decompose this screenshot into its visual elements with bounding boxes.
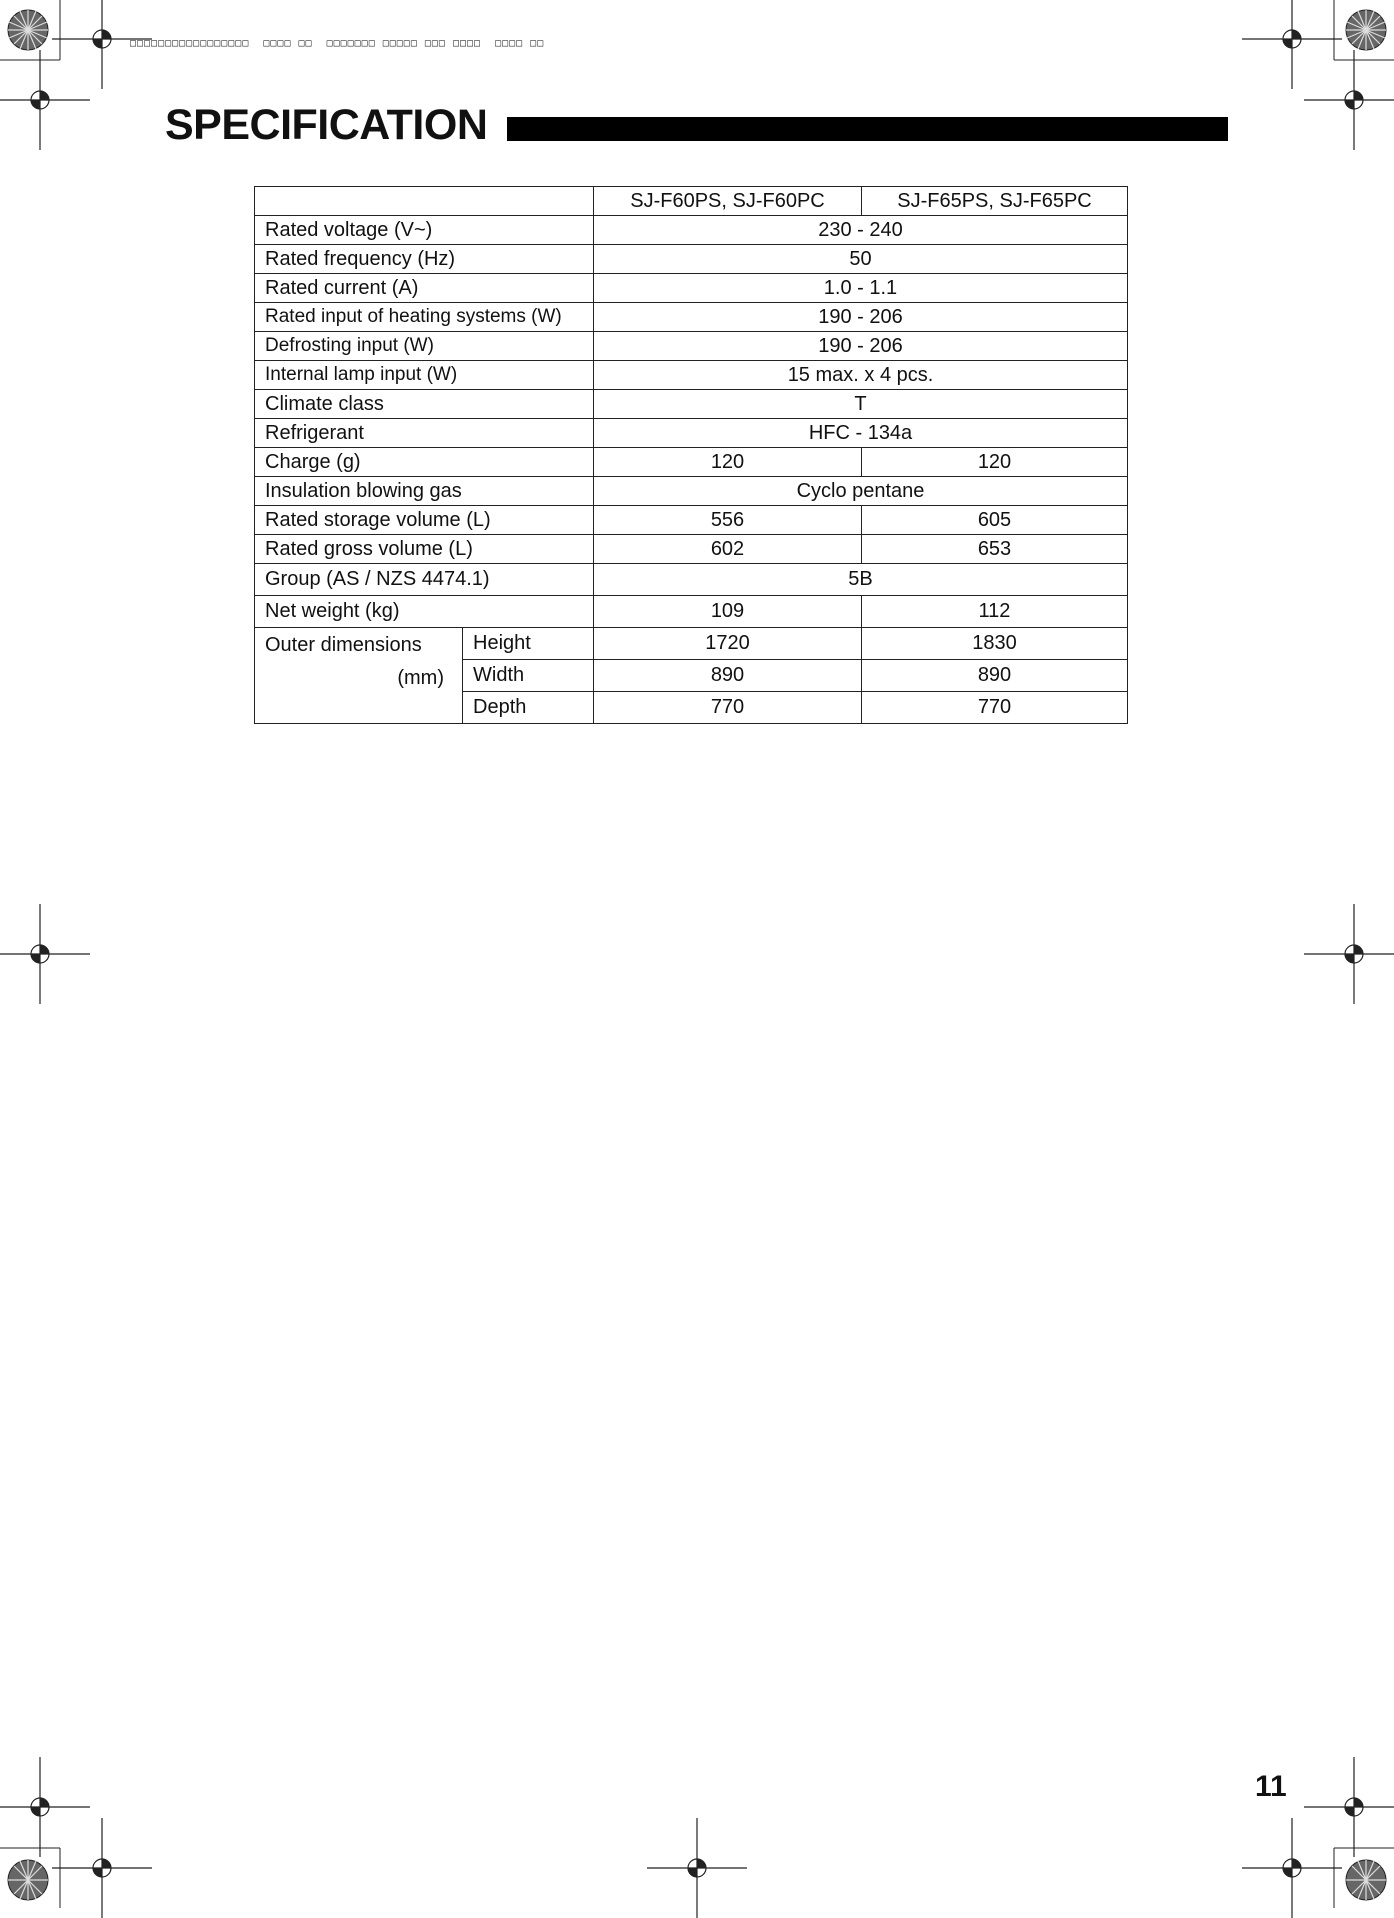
table-row <box>255 419 1128 448</box>
row-value: Cyclo pentane <box>594 477 1128 506</box>
table-row <box>255 506 1128 535</box>
row-value: 190 - 206 <box>594 303 1128 332</box>
row-value-f60: 556 <box>594 506 862 535</box>
row-value: 230 - 240 <box>594 216 1128 245</box>
corner-target-icon <box>6 8 50 52</box>
specification-table <box>254 186 1128 724</box>
row-value-f60: 770 <box>594 692 862 724</box>
registration-mark-icon <box>52 1818 152 1918</box>
row-value-f60: 1720 <box>594 628 862 660</box>
row-label: Rated frequency (Hz) <box>255 245 594 274</box>
row-value: HFC - 134a <box>594 419 1128 448</box>
printer-slug: □□□□□□□□□□□□□□□□□ □□□□ □□ □□□□□□□ □□□□□ □□□ □□□□ □□□□ □□ <box>130 38 545 49</box>
row-label: Rated input of heating systems (W) <box>255 303 594 332</box>
corner-target-icon <box>1344 1858 1388 1902</box>
row-label: Group (AS / NZS 4474.1) <box>255 564 594 596</box>
table-row <box>255 477 1128 506</box>
corner-target-icon <box>6 1858 50 1902</box>
table-row <box>255 535 1128 564</box>
row-value-f65: 770 <box>862 692 1128 724</box>
registration-mark-icon <box>1242 1818 1342 1918</box>
row-value: 5B <box>594 564 1128 596</box>
table-row <box>255 596 1128 628</box>
row-value-f65: 1830 <box>862 628 1128 660</box>
row-value-f60: 109 <box>594 596 862 628</box>
row-label: Outer dimensions <box>265 634 422 656</box>
row-label: Insulation blowing gas <box>255 477 594 506</box>
row-value-f60: 120 <box>594 448 862 477</box>
row-label: Rated voltage (V~) <box>255 216 594 245</box>
row-value-f60: 602 <box>594 535 862 564</box>
row-value-f65: 653 <box>862 535 1128 564</box>
row-label: Refrigerant <box>255 419 594 448</box>
row-label: Net weight (kg) <box>255 596 594 628</box>
row-label: Internal lamp input (W) <box>255 361 594 390</box>
corner-target-icon <box>1344 8 1388 52</box>
page-number: 11 <box>1255 1770 1287 1803</box>
registration-mark-icon <box>0 50 90 150</box>
row-label: Rated storage volume (L) <box>255 506 594 535</box>
table-row <box>255 564 1128 596</box>
sub-row-label: Height <box>463 628 594 660</box>
table-row <box>255 216 1128 245</box>
sub-row-label: Width <box>463 660 594 692</box>
row-value-f60: 890 <box>594 660 862 692</box>
row-value-f65: 112 <box>862 596 1128 628</box>
registration-mark-icon <box>1304 904 1394 1004</box>
row-label: Climate class <box>255 390 594 419</box>
page-title: SPECIFICATION <box>165 101 488 149</box>
registration-mark-icon <box>647 1818 747 1918</box>
row-label: Rated gross volume (L) <box>255 535 594 564</box>
row-value-f65: 605 <box>862 506 1128 535</box>
row-value: 1.0 - 1.1 <box>594 274 1128 303</box>
table-row <box>255 448 1128 477</box>
row-value: 50 <box>594 245 1128 274</box>
row-value-f65: 120 <box>862 448 1128 477</box>
table-row <box>255 245 1128 274</box>
table-row <box>255 274 1128 303</box>
outer-dimensions-label-cell <box>255 628 463 724</box>
row-value: 15 max. x 4 pcs. <box>594 361 1128 390</box>
row-label: Charge (g) <box>255 448 594 477</box>
row-label: Rated current (A) <box>255 274 594 303</box>
row-value-f65: 890 <box>862 660 1128 692</box>
row-label: Defrosting input (W) <box>255 332 594 361</box>
registration-mark-icon <box>0 904 90 1004</box>
registration-mark-icon <box>1304 50 1394 150</box>
table-row <box>255 390 1128 419</box>
unit-label: (mm) <box>397 667 444 689</box>
table-row <box>255 361 1128 390</box>
column-header-model-f60: SJ-F60PS, SJ-F60PC <box>594 187 862 216</box>
row-value: T <box>594 390 1128 419</box>
table-row <box>255 628 1128 660</box>
table-header-row <box>255 187 1128 216</box>
row-value: 190 - 206 <box>594 332 1128 361</box>
table-row <box>255 303 1128 332</box>
column-header-model-f65: SJ-F65PS, SJ-F65PC <box>862 187 1128 216</box>
header-empty-cell <box>255 187 594 216</box>
title-rule <box>507 117 1228 141</box>
table-row <box>255 332 1128 361</box>
sub-row-label: Depth <box>463 692 594 724</box>
